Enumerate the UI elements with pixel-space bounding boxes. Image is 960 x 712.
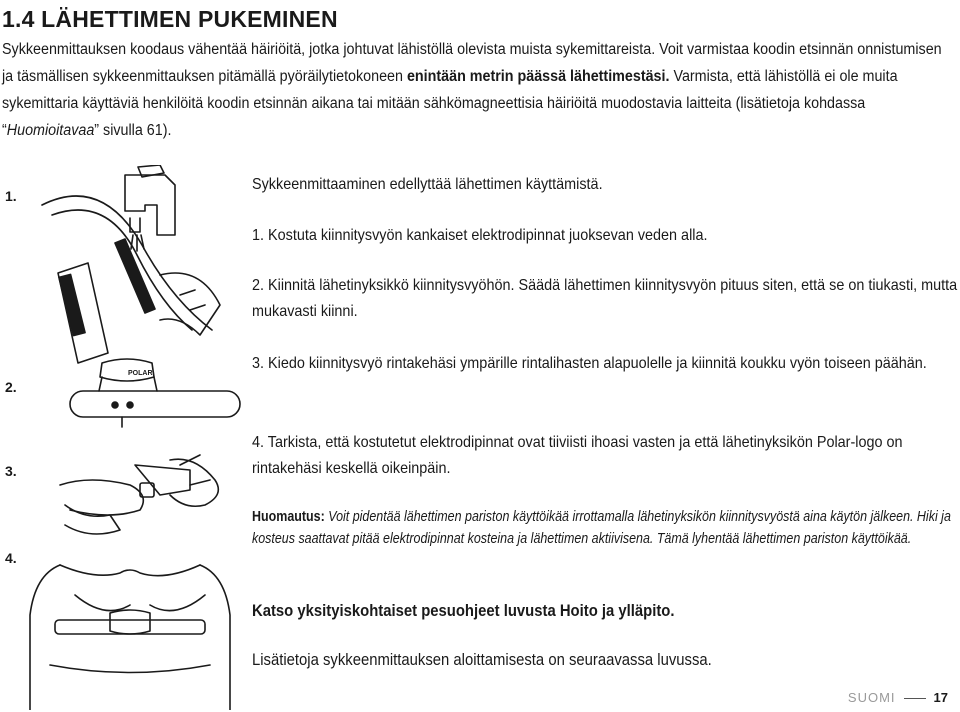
strap-wet-illustration [42, 196, 220, 363]
hands-buckle-illustration [60, 455, 218, 534]
note-text: Voit pidentää lähettimen pariston käyttöikää irrottamalla lähetinyksikön kiinnitysvyöstä aina käytön jälkeen. Hiki ja kosteus saattavat pitää elektrodipinnat kosteina ja lähettimen aktiivisena. Tämä lyhentää lähettimen pariston käyttöikää. [252, 509, 951, 547]
step-text: Kiinnitä lähetinyksikkö kiinnitysvyöhön. Säädä lähettimen kiinnitysvyön pituus siten, että se on tiukasti, mutta mukavasti kiinni. [252, 277, 958, 320]
step-1 [252, 223, 945, 249]
figure-label-1: 1. [5, 188, 17, 204]
footer-divider [904, 698, 926, 699]
requirement-text: Sykkeenmittaaminen edellyttää lähettimen käyttämistä. [252, 176, 603, 193]
illustrations [20, 165, 245, 710]
intro-paragraph [2, 36, 951, 144]
faucet-illustration [125, 165, 175, 251]
step-text: Tarkista, että kostutetut elektrodipinnat ovat tiiviisti ihoasi vasten ja että lähetinyksikön Polar-logo on rintakehäsi keskellä oikeinpäin. [252, 434, 903, 477]
intro-text-2: Varmista, että lähistöllä ei ole muita sykemittaria käyttäviä henkilöitä koodin etsinnän aikana tai mitään sähkömagneettisia häiriöitä muodostavia laitteita (lisätietoja kohdassa “ [2, 68, 898, 139]
section-heading: 1.4 LÄHETTIMEN PUKEMINEN [2, 6, 338, 32]
step-number: 1. [252, 227, 265, 244]
intro-italic-ref: Huomioitavaa [6, 122, 95, 139]
step-number: 3. [252, 355, 265, 372]
step-text: Kostuta kiinnitysvyön kankaiset elektrodipinnat juoksevan veden alla. [268, 227, 708, 244]
step-2 [252, 273, 960, 325]
transmitter-brand: POLAR [128, 370, 153, 377]
note-label: Huomautus: [252, 509, 325, 525]
step-3 [252, 351, 959, 377]
intro-text-1: Sykkeenmittauksen koodaus vähentää häiriöitä, jotka johtuvat lähistöllä olevista muista sykemittareista. Voit varmistaa koodin etsinnän onnistumisen ja täsmällisen sykkeenmittauksen pitämällä pyöräilytietokoneen [2, 41, 942, 85]
step-number: 2. [252, 277, 265, 294]
step-text: Kiedo kiinnitysvyö rintakehäsi ympärille rintalihasten alapuolelle ja kiinnitä koukku vyön toiseen päähän. [268, 355, 927, 372]
page-footer [848, 690, 948, 705]
chest-illustration [30, 565, 230, 710]
see-more-link-text: Katso yksityiskohtaiset pesuohjeet luvusta Hoito ja ylläpito. [252, 602, 675, 620]
note-paragraph [252, 506, 957, 550]
figure-label-3: 3. [5, 463, 17, 479]
step-number: 4. [252, 434, 265, 451]
figure-label-2: 2. [5, 379, 17, 395]
more-info-text: Lisätietoja sykkeenmittauksen aloittamisesta on seuraavassa luvussa. [252, 651, 712, 669]
page-number: 17 [933, 690, 948, 705]
intro-bold: enintään metrin päässä lähettimestäsi. [406, 68, 670, 85]
step-4 [252, 430, 960, 482]
intro-text-3: ” sivulla 61). [94, 122, 172, 139]
transmitter-strap-illustration [70, 359, 240, 427]
footer-language: SUOMI [847, 690, 896, 705]
figure-label-4: 4. [5, 550, 17, 566]
